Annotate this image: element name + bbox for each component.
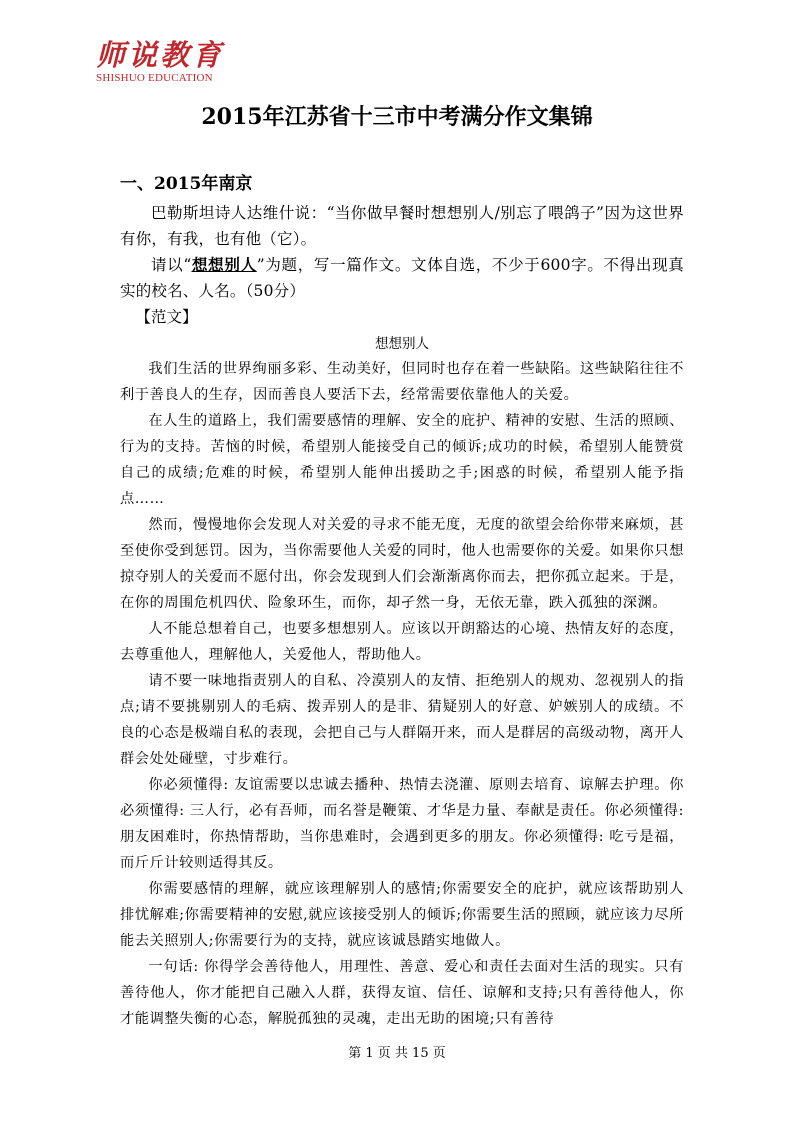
model-essay-label: 【范文】 (135, 308, 198, 326)
essay-paragraph: 在人生的道路上，我们需要感情的理解、安全的庇护、精神的安慰、生活的照顾、行为的支持。苦恼的时候，希望别人能接受自己的倾诉;成功的时候，希望别人能赞赏自己的成绩;危难的时候，希望别人能伸出援助之手;困惑的时候，希望别人能予指点…… (120, 413, 684, 507)
essay-paragraph: 你需要感情的理解，就应该理解别人的感情;你需要安全的庇护，就应该帮助别人排忧解难;你需要精神的安慰,就应该接受别人的倾诉;你需要生活的照顾，就应该力尽所能去关照别人;你需要行为的支持，就应该诚恳踏实地做人。 (120, 881, 684, 949)
logo-english-text: SHISHUO EDUCATION (96, 72, 213, 84)
essay-paragraph: 然而，慢慢地你会发现人对关爱的寻求不能无度，无度的欲望会给你带来麻烦，甚至使你受到惩罚。因为，当你需要他人关爱的同时，他人也需要你的关爱。如果你只想掠夺别人的关爱而不愿付出，你会发现到人们会渐渐离你而去，把你孤立起来。于是，在你的周围危机四伏、险象环生，而你，却孑然一身，无依无靠，跌入孤独的深渊。 (120, 517, 684, 611)
prompt-text-before: 请以“ (151, 256, 192, 274)
prompt-text-after: ”为题，写一篇作文。文体自选，不少于600字。不得出现真实的校名、人名。（50分） (120, 256, 684, 300)
essay-paragraph: 一句话: 你得学会善待他人，用理性、善意、爱心和责任去面对生活的现实。只有善待他人，你才能把自己融入人群，获得友谊、信任、谅解和支持;只有善待他人，你才能调整失衡的心态，解脱孤独的灵魂，走出无助的困境;只有善待 (120, 959, 684, 1027)
essay-paragraph: 你必须懂得: 友谊需要以忠诚去播种、热情去浇灌、原则去培育、谅解去护理。你必须懂得: 三人行，必有吾师，而名誉是鞭策、才华是力量、奉献是责任。你必须懂得: 朋友困难时，你热情帮助，当你患难时，会遇到更多的朋友。你必须懂得: 吃亏是福，而斤斤计较则适得其反。 (120, 777, 684, 871)
prompt-paragraph-instructions (120, 252, 684, 304)
document-body (120, 168, 684, 1032)
page-number-footer: 第 1 页 共 15 页 (348, 1046, 446, 1061)
essay-title: 想想别人 (375, 336, 429, 352)
prompt-topic: 想想别人 (191, 255, 257, 274)
logo-chinese-text: 师说教育 (96, 38, 225, 72)
document-title: 2015年江苏省十三市中考满分作文集锦 (201, 104, 593, 130)
essay-paragraph: 请不要一味地指责别人的自私、冷漠别人的友情、拒绝别人的规劝、忽视别人的指点;请不要挑剔别人的毛病、拨弄别人的是非、猜疑别人的好意、妒嫉别人的成绩。不良的心态是极端自私的表现，会把自己与人群隔开来，而人是群居的高级动物，离开人群会处处碰壁，寸步难行。 (120, 673, 684, 767)
essay-paragraph: 我们生活的世界绚丽多彩、生动美好，但同时也存在着一些缺陷。这些缺陷往往不利于善良人的生存，因而善良人要活下去，经常需要依靠他人的关爱。 (120, 361, 684, 403)
prompt-paragraph-quote: 巴勒斯坦诗人达维什说：“当你做早餐时想想别人/别忘了喂鸽子”因为这世界有你，有我，也有他（它）。 (120, 204, 684, 248)
essay-paragraph: 人不能总想着自己，也要多想想别人。应该以开朗豁达的心境、热情友好的态度，去尊重他人，理解他人，关爱他人，帮助他人。 (120, 621, 684, 663)
section-heading-nanjing: 一、2015年南京 (120, 174, 253, 194)
shishuo-education-logo (96, 38, 226, 84)
